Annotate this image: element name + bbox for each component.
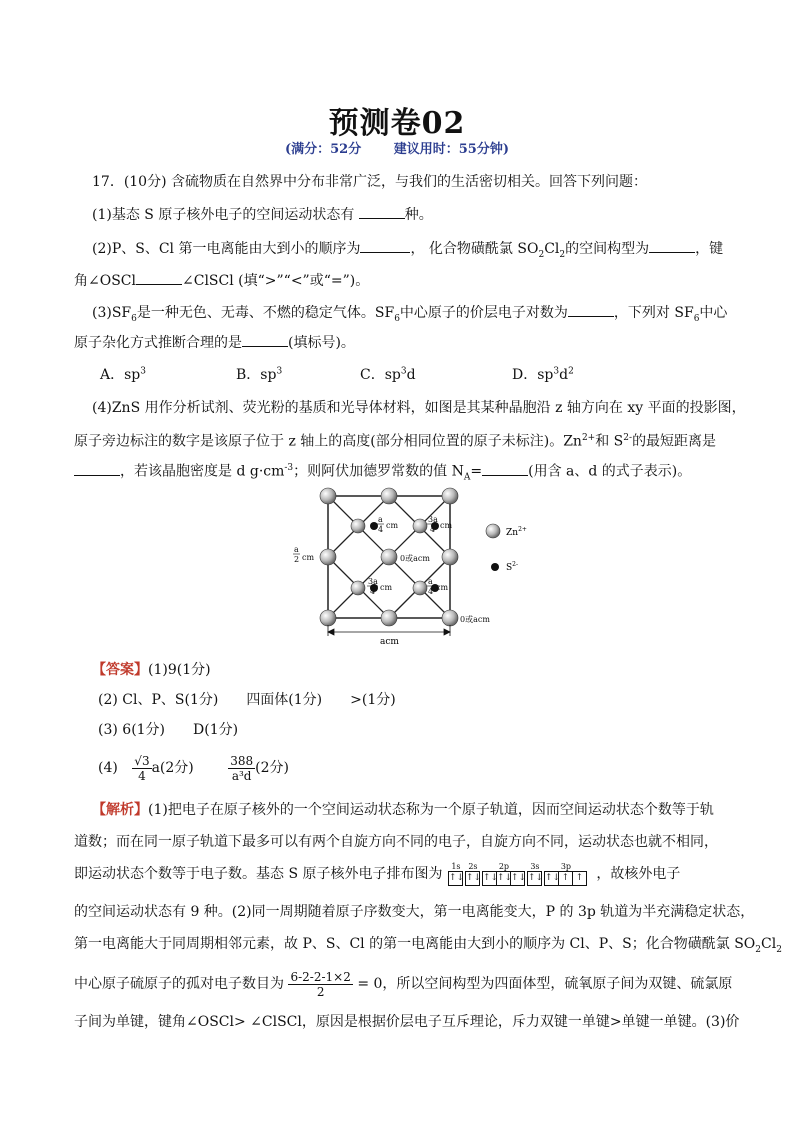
score-info: (满分：52分: [284, 142, 362, 157]
zn-ion: [320, 610, 336, 626]
analysis-line-2: 道数；而在同一原子轨道下最多可以有两个自旋方向不同的电子，自旋方向不同，运动状态也就不相同，: [74, 834, 718, 850]
analysis-line-7: 子间为单键，键角∠OSCl> ∠ClSCl，原因是根据价层电子互斥理论，斥力双键一单键>单键一单键。(3)价: [74, 1014, 740, 1030]
label-a4-num: a: [378, 515, 383, 524]
zn-ion: [381, 549, 397, 565]
legend-zn-label: $Zn^{2+}$: [506, 526, 527, 538]
answer-line-2: (2) Cl、P、S(1分) 四面体(1分) >(1分): [98, 692, 396, 708]
zn-ion: [351, 581, 365, 595]
page-title: 预测卷02: [328, 106, 466, 141]
legend-s-label: $S^{2-}$: [506, 561, 519, 573]
answer-blank: [568, 302, 614, 317]
label-3a4-den: 4: [370, 587, 376, 596]
option-a: A．$sp^3$: [100, 366, 146, 383]
crystal-projection-figure: [280, 482, 540, 652]
legend-s-dot: [491, 563, 499, 571]
analysis-line-6: 中心原子硫原子的孤对电子数目为 $\frac{6-2-2-1\times 2}{2}$ = 0，所以空间构型为四面体型，硫氧原子间为双键、硫氯原: [74, 969, 733, 999]
analysis-line-3: 即运动状态个数等于电子数。基态 S 原子核外电子排布图为 1s ↑↓ 2s ↑↓ 2p ↑↓ ↑↓ ↑↓ 3s ↑↓ 3p ↑↓ ↑ ↑ ，故核外电子: [74, 862, 680, 886]
label-0-or-a: 0或acm: [460, 615, 490, 624]
page-subtitle: [0, 138, 794, 157]
question-part-1: (1)基态 S 原子核外电子的空间运动状态有 种。: [92, 204, 433, 225]
label-a4-num: a: [428, 577, 433, 586]
analysis-line-1: 【解析】(1)把电子在原子核外的一个空间运动状态称为一个原子轨道，因而空间运动状态个数等于轨: [92, 802, 714, 818]
question-part-3: $(3)SF_6$是一种无色、无毒、不燃的稳定气体。$SF_6$中心原子的价层电子对数为 ，下列对 $SF_6$中心: [92, 302, 727, 329]
question-stem: 17．(10分) 含硫物质在自然界中分布非常广泛，与我们的生活密切相关。回答下列问题：: [92, 174, 648, 190]
question-part-4c: ，若该晶胞密度是 d $g\cdot cm^{-3}$；则阿伏加德罗常数的值 $N_A=$ (用含 a、d 的式子表示)。: [74, 458, 691, 487]
zn-ion: [381, 488, 397, 504]
zn-ion: [381, 610, 397, 626]
label-3a4-num: 3a: [368, 577, 378, 586]
label-a2-num: a: [294, 545, 299, 554]
question-part-3b: 原子杂化方式推断合理的是 (填标号)。: [74, 332, 355, 353]
label-a2-den: 2: [294, 555, 300, 564]
answer-line-4: (4) $\frac{√3}{4}$ a(2分) $\frac{388}{\text{a³d}}$ (2分): [98, 753, 289, 783]
zn-ion: [442, 610, 458, 626]
zn-ion: [413, 519, 427, 533]
analysis-tag: 【解析】: [92, 802, 148, 818]
answer-line-1: 【答案】(1)9(1分): [92, 662, 211, 678]
label-cm: cm: [380, 583, 393, 592]
answer-tag: 【答案】: [92, 662, 148, 678]
label-cm: cm: [436, 583, 449, 592]
analysis-line-4: 的空间运动状态有 9 种。(2)同一周期随着原子序数变大，第一电离能变大，P 的 3p 轨道为半充满稳定状态，: [74, 904, 755, 920]
zn-ion: [351, 519, 365, 533]
label-acm: acm: [380, 637, 399, 647]
time-info: 建议用时：55分钟): [393, 142, 510, 157]
answer-blank: [136, 270, 182, 285]
label-0-or-a: 0或acm: [400, 554, 430, 563]
answer-blank: [360, 238, 410, 253]
analysis-line-5: 第一电离能大于同周期相邻元素，故 P、S、Cl 的第一电离能由大到小的顺序为 Cl、P、S；化合物磺酰氯 $SO_2Cl_2$: [74, 936, 782, 955]
legend-zn-ball: [486, 524, 500, 538]
answer-blank: [649, 238, 695, 253]
question-part-2: (2)P、S、Cl 第一电离能由大到小的顺序为 ， 化合物磺酰氯 $SO_2Cl_2$的空间构型为 ，键: [92, 238, 723, 265]
question-part-4: (4)ZnS 用作分析试剂、荧光粉的基质和光导体材料，如图是其某种晶胞沿 z 轴方向在 xy 平面的投影图，: [92, 400, 746, 416]
answer-blank: [359, 204, 405, 219]
label-cm: cm: [302, 553, 315, 562]
option-c: C．$sp^3d$: [360, 366, 416, 383]
zn-ion: [413, 581, 427, 595]
answer-blank: [242, 332, 288, 347]
s-ion: [370, 522, 378, 530]
zn-ion: [442, 488, 458, 504]
orbital-diagram: 1s ↑↓ 2s ↑↓ 2p ↑↓ ↑↓ ↑↓ 3s ↑↓ 3p ↑↓ ↑ ↑: [449, 862, 590, 886]
label-a4-den: 4: [428, 587, 434, 596]
zn-ion: [320, 488, 336, 504]
zn-ion: [442, 549, 458, 565]
label-cm: cm: [386, 521, 399, 530]
option-d: D．$sp^3d^2$: [512, 366, 574, 383]
question-part-4b: 原子旁边标注的数字是该原子位于 z 轴上的高度(部分相同位置的原子未标注)。$Zn^{2+}$和 $S^{2-}$的最短距离是: [74, 433, 717, 450]
answer-line-3: (3) 6(1分) D(1分): [98, 722, 239, 738]
label-3a4-num: 3a: [428, 515, 438, 524]
question-part-2b: 角∠OSCl ∠ClSCl (填“>”“<”或“=”)。: [74, 270, 369, 291]
label-3a4-den: 4: [430, 525, 436, 534]
answer-blank: [482, 461, 528, 476]
option-b: B．$sp^3$: [236, 366, 283, 383]
label-a4-den: 4: [378, 525, 384, 534]
label-cm: cm: [440, 521, 453, 530]
answer-blank: [74, 461, 120, 476]
zn-ion: [320, 549, 336, 565]
